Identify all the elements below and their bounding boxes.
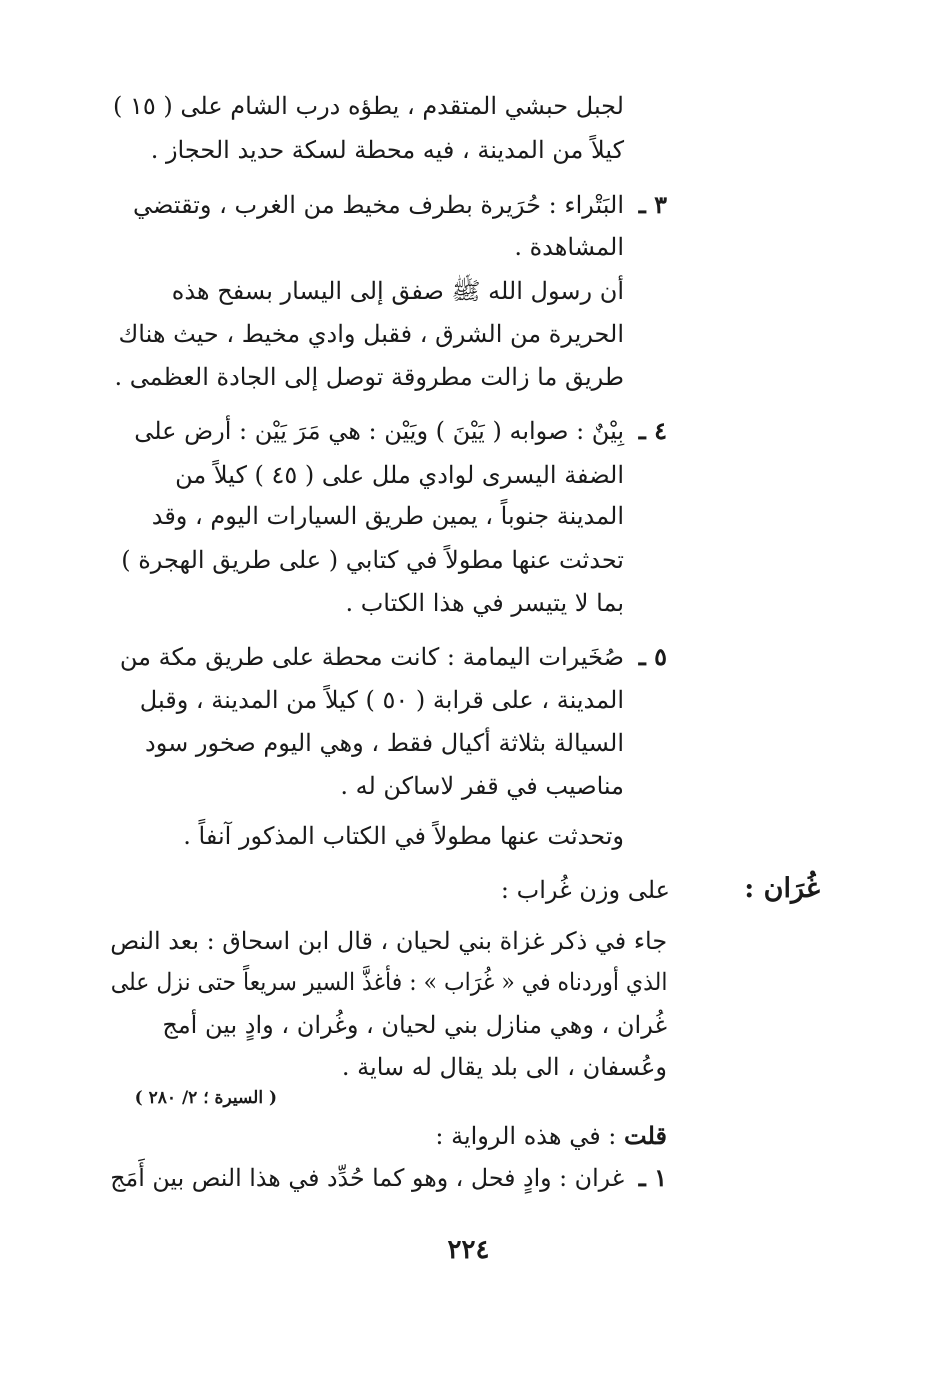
text-line: كيلاً من المدينة ، فيه محطة لسكة حديد الحجاز . xyxy=(150,136,624,164)
text-line: لجبل حبشي المتقدم ، يطؤه درب الشام على ( ١٥ ) xyxy=(112,92,624,120)
text-line: بِيْنٌ : صوابه ( يَيْنَ ) ويَيْن : هي مَرَ يَيْن : أرض على xyxy=(134,417,624,445)
note-line xyxy=(435,1120,667,1152)
text-line: المشاهدة . xyxy=(514,233,624,261)
text-line: وعُسفان ، الى بلد يقال له ساية . xyxy=(341,1053,667,1081)
entry-headword: غُرَان : xyxy=(744,873,820,904)
source-citation: ( السيرة ؛ ٢/ ٢٨٠ ) xyxy=(134,1088,277,1108)
text-line: المدينة جنوباً ، يمين طريق السيارات اليوم ، وقد xyxy=(151,502,624,530)
text-line: طريق ما زالت مطروقة توصل إلى الجادة العظمى . xyxy=(114,363,624,391)
item-number: ١ ـ xyxy=(638,1163,667,1192)
text-line: الذي أوردناه في « غُرَاب » : فأغذَّ السير سريعاً حتى نزل على xyxy=(110,968,667,996)
item-number: ٥ ـ xyxy=(638,642,667,671)
text-line: أن رسول الله ﷺ صفق إلى اليسار بسفح هذه xyxy=(171,277,624,305)
text-line: غران : وادٍ فحل ، وهو كما حُدِّد في هذا النص بين أَمَج xyxy=(110,1164,624,1192)
text-line: المدينة ، على قرابة ( ٥٠ ) كيلاً من المدينة ، وقبل xyxy=(139,686,624,714)
text-line: صُخَيرات اليمامة : كانت محطة على طريق مكة من xyxy=(119,643,624,671)
text-line: غُران ، وهي منازل بني لحيان ، وغُران ، وادٍ بين أمج xyxy=(162,1011,667,1039)
text-line: تحدثت عنها مطولاً في كتابي ( على طريق الهجرة ) xyxy=(121,546,624,574)
item-number: ٤ ـ xyxy=(638,416,667,445)
note-text: : في هذه الرواية : xyxy=(435,1122,625,1150)
entry-definition: على وزن غُراب : xyxy=(500,876,670,904)
text-line: الضفة اليسرى لوادي ملل على ( ٤٥ ) كيلاً من xyxy=(175,461,624,489)
page-number: ٢٢٤ xyxy=(447,1235,490,1265)
text-line: الحريرة من الشرق ، فقبل وادي مخيط ، حيث هناك xyxy=(118,320,624,348)
text-line: السيالة بثلاثة أكيال فقط ، وهي اليوم صخور سود xyxy=(145,729,624,757)
text-line: وتحدثت عنها مطولاً في الكتاب المذكور آنفاً . xyxy=(183,822,624,850)
item-number: ٣ ـ xyxy=(638,190,667,219)
text-line: البَتْراء : حُرَيرة بطرف مخيط من الغرب ، وتقتضي xyxy=(133,191,624,219)
text-line: بما لا يتيسر في هذا الكتاب . xyxy=(345,589,624,617)
text-line: مناصيب في قفر لاساكن له . xyxy=(340,772,624,800)
text-line: جاء في ذكر غزاة بني لحيان ، قال ابن اسحاق : بعد النص xyxy=(110,927,667,955)
note-label: قلت xyxy=(624,1121,667,1150)
